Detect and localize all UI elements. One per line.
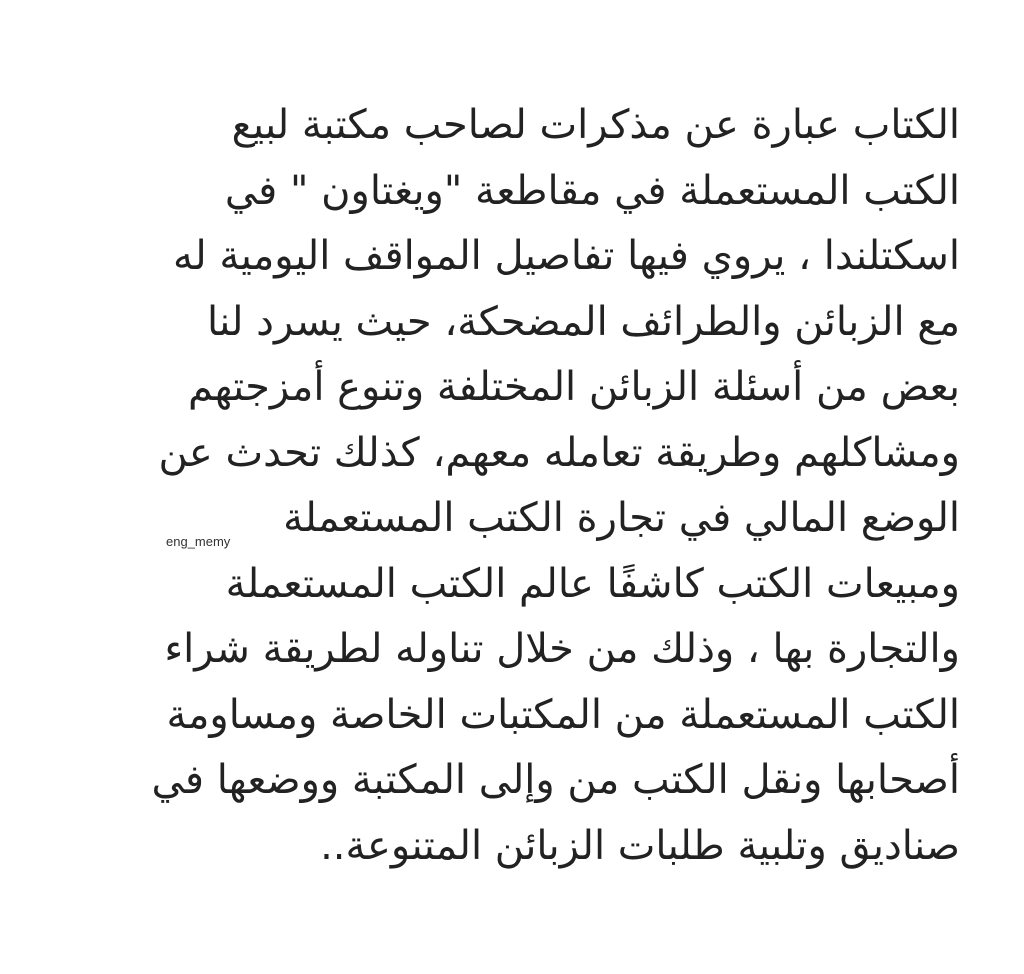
text-line: ومشاكلهم وطريقة تعامله معهم، كذلك تحدث عن [158, 429, 960, 476]
text-line: صناديق وتلبية طلبات الزبائن المتنوعة.. [320, 822, 960, 869]
text-line: الكتاب عبارة عن مذكرات لصاحب مكتبة لبيع [231, 102, 960, 148]
paragraph [60, 93, 960, 879]
text-line: ومبيعات الكتب كاشفًا عالم الكتب المستعملة [225, 560, 960, 607]
text-line: الكتب المستعملة من المكتبات الخاصة ومساومة [166, 691, 960, 738]
text-line: والتجارة بها ، وذلك من خلال تناوله لطريقة شراء [164, 626, 960, 672]
text-line: بعض من أسئلة الزبائن المختلفة وتنوع أمزجتهم [187, 364, 960, 410]
text-line: أصحابها ونقل الكتب من وإلى المكتبة ووضعها في [151, 757, 960, 803]
watermark-text: eng_memy [166, 534, 231, 549]
text-line: اسكتلندا ، يروي فيها تفاصيل المواقف اليومية له [173, 233, 960, 279]
text-line: الوضع المالي في تجارة الكتب المستعملة [283, 495, 960, 541]
text-line: الكتب المستعملة في مقاطعة "ويغتاون " في [224, 167, 960, 214]
text-line: مع الزبائن والطرائف المضحكة، حيث يسرد لنا [206, 298, 960, 345]
